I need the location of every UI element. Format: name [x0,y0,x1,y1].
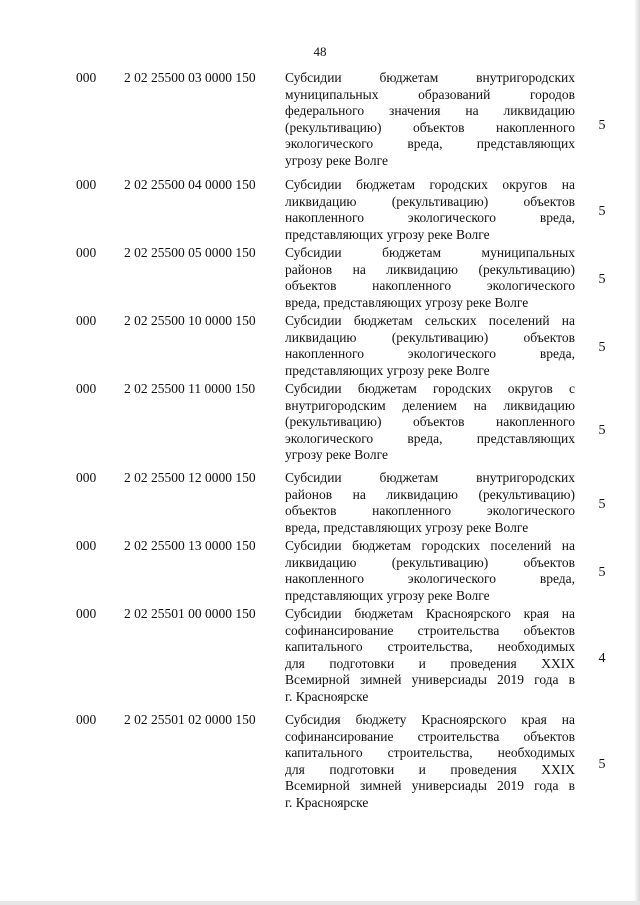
norm-value: 5 [598,340,606,355]
revenue-name-line: ликвидацию (рекультивацию) объектов [285,554,575,570]
norm-value: 5 [598,565,606,580]
revenue-name [285,538,575,604]
revenue-name [285,313,575,379]
revenue-name [285,712,575,811]
norm-value: 5 [598,272,606,287]
revenue-name-line: угрозу реке Волге [285,447,388,462]
revenue-name-line: вреда, представляющих угрозу реке Волге [285,294,529,310]
revenue-name-line: Субсидии бюджетам городских округов с [285,381,575,396]
admin-code: 000 [76,245,97,260]
revenue-name-line: угрозу реке Волге [285,152,388,168]
revenue-name-line: софинансирование строительства объектов [285,622,575,638]
admin-code: 000 [76,470,97,485]
revenue-name-line: Всемирной зимней универсиады 2019 года в [285,778,575,793]
revenue-name-line: Всемирной зимней универсиады 2019 года в [285,672,575,687]
scan-edge-right [634,0,640,905]
revenue-name-line: Субсидии бюджетам городских округов на [285,177,575,192]
revenue-name-line: Субсидии бюджетам внутригородских [285,470,575,485]
revenue-name [285,470,575,536]
scan-edge-bottom [0,901,640,905]
revenue-name-line: районов на ликвидацию (рекультивацию) [285,261,575,277]
admin-code: 000 [76,538,97,553]
page-number: 48 [313,44,327,59]
revenue-name-line: г. Красноярске [285,794,369,810]
revenue-name-line: экологического вреда, представляющих [285,136,575,151]
budget-classification-code: 2 02 25500 05 0000 150 [124,245,256,260]
revenue-name-line: капитального строительства, необходимых [285,745,575,760]
revenue-name-line: представляющих угрозу реке Волге [285,587,490,603]
admin-code: 000 [76,313,97,328]
revenue-name [285,381,575,464]
revenue-name-line: ликвидацию (рекультивацию) объектов [285,193,575,209]
revenue-name-line: капитального строительства, необходимых [285,639,575,654]
admin-code: 000 [76,606,97,621]
revenue-name-line: Субсидии бюджетам сельских поселений на [285,313,575,328]
norm-value: 4 [598,651,606,666]
revenue-name-line: накопленного экологического вреда, [285,210,575,225]
admin-code: 000 [76,381,97,396]
revenue-name-line: экологического вреда, представляющих [285,430,575,446]
norm-value: 5 [598,204,606,219]
revenue-name [285,70,575,169]
revenue-name-line: муниципальных образований городов [285,86,575,102]
budget-classification-code: 2 02 25501 02 0000 150 [124,712,256,727]
revenue-name-line: для подготовки и проведения XXIX [285,761,575,777]
revenue-name-line: федерального значения на ликвидацию [285,103,575,118]
revenue-name-line: ликвидацию (рекультивацию) объектов [285,329,575,345]
revenue-name [285,245,575,311]
revenue-name-line: представляющих угрозу реке Волге [285,362,490,378]
revenue-name-line: накопленного экологического вреда, [285,346,575,361]
revenue-name-line: Субсидии бюджетам Красноярского края на [285,606,575,621]
revenue-name-line: Субсидии бюджетам городских поселений на [285,538,575,553]
admin-code: 000 [76,70,97,85]
revenue-name-line: накопленного экологического вреда, [285,571,575,586]
revenue-name-line: г. Красноярске [285,688,369,704]
revenue-name-line: районов на ликвидацию (рекультивацию) [285,486,575,502]
revenue-name-line: внутригородским делением на ликвидацию [285,397,575,413]
budget-classification-code: 2 02 25500 11 0000 150 [124,381,256,396]
budget-classification-code: 2 02 25500 03 0000 150 [124,70,256,85]
budget-classification-code: 2 02 25501 00 0000 150 [124,606,256,621]
budget-classification-code: 2 02 25500 12 0000 150 [124,470,256,485]
revenue-name-line: вреда, представляющих угрозу реке Волге [285,519,529,535]
revenue-name-line: объектов накопленного экологического [285,278,575,293]
revenue-name [285,177,575,243]
revenue-name-line: Субсидии бюджетам внутригородских [285,70,575,85]
revenue-name-line: (рекультивацию) объектов накопленного [285,119,575,135]
revenue-name-line: софинансирование строительства объектов [285,728,575,744]
norm-value: 5 [598,118,606,133]
revenue-name-line: (рекультивацию) объектов накопленного [285,414,575,429]
revenue-name-line: для подготовки и проведения XXIX [285,655,575,671]
norm-value: 5 [598,497,606,512]
revenue-name-line: Субсидии бюджетам муниципальных [285,245,575,260]
admin-code: 000 [76,177,97,192]
admin-code: 000 [76,712,97,727]
norm-value: 5 [598,757,606,772]
norm-value: 5 [598,423,606,438]
budget-classification-code: 2 02 25500 10 0000 150 [124,313,256,328]
revenue-name [285,606,575,705]
revenue-name-line: представляющих угрозу реке Волге [285,226,490,242]
revenue-name-line: Субсидия бюджету Красноярского края на [285,712,575,727]
budget-classification-code: 2 02 25500 13 0000 150 [124,538,256,553]
revenue-name-line: объектов накопленного экологического [285,503,575,518]
budget-classification-code: 2 02 25500 04 0000 150 [124,177,256,192]
